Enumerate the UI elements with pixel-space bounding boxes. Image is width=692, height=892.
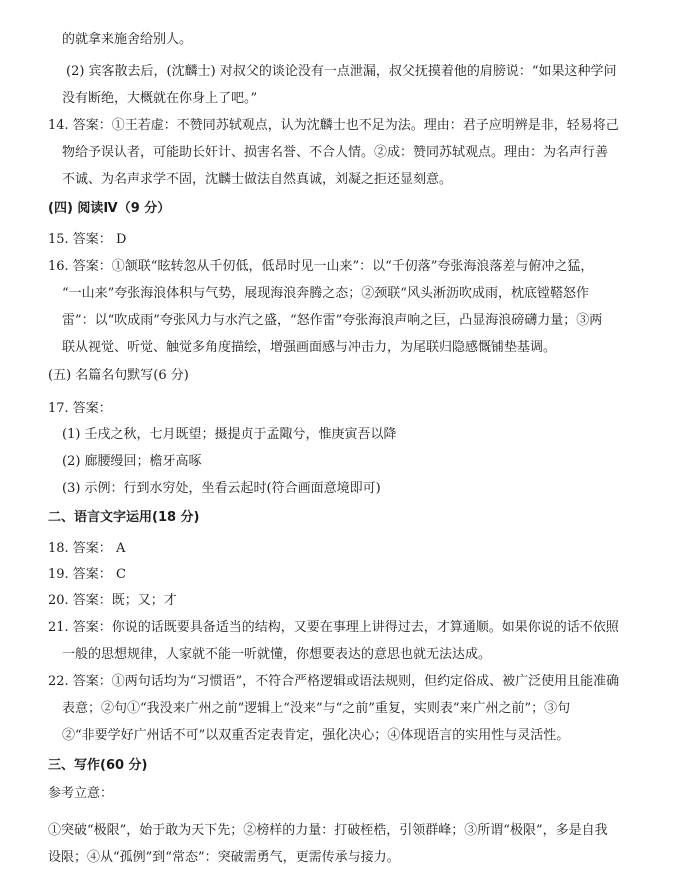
- q20-answer-line: 20. 答案：既；又；才: [48, 593, 177, 608]
- text-line: (2) 宾客散去后，(沈麟士) 对叔父的谈论没有一点泄漏，叔父抚摸着他的肩膀说：“如果这种学问: [66, 64, 617, 79]
- q19-answer-line: 19. 答案： C: [48, 567, 126, 582]
- text-line: 的就拿来施舍给别人。: [62, 32, 193, 47]
- q22-answer-line: 22. 答案：①两句话均为“习惯语”，不符合严格逻辑或语法规则，但约定俗成、被广泛使用且能准确: [48, 674, 620, 689]
- q18-answer-line: 18. 答案： A: [48, 541, 126, 556]
- text-line: 表意；②句①“我没来广州之前”逻辑上“没来”与“之前”重复，实则表“来广州之前”；③句: [62, 701, 571, 716]
- text-line: ①突破“极限”，始于敢为天下先；②榜样的力量：打破桎梏，引领群峰；③所谓“极限”，多是自我: [48, 823, 608, 838]
- text-line: 雷”：以“吹成雨”夸张风力与水汽之盛，“怒作雷”夸张海浪声响之巨，凸显海浪磅礴力量；③两: [62, 313, 603, 328]
- q16-answer-line: 16. 答案：①颔联“眩转忽从千仞低，低昂时见一山来”：以“千仞落”夸张海浪落差与俯冲之猛，: [48, 259, 594, 274]
- text-line: (1) 壬戌之秋，七月既望；摄提贞于孟陬兮，惟庚寅吾以降: [62, 427, 397, 442]
- q17-answer-line: 17. 答案：: [48, 401, 112, 416]
- q21-answer-line: 21. 答案：你说的话既要具备适当的结构，又要在事理上讲得过去，才算通顺。如果你说的话不依照: [48, 620, 619, 635]
- section-heading: (五) 名篇名句默写(6 分): [48, 368, 189, 383]
- section-heading: (四) 阅读Ⅳ（9 分）: [48, 201, 171, 216]
- section-heading: 三、写作(60 分): [48, 758, 148, 773]
- text-line: 一般的思想规律，人家就不能一听就懂，你想要表达的意思也就无法达成。: [62, 647, 492, 662]
- text-line: 不诚、为名声求学不固，沈麟士做法自然真诚，刘凝之拒还显刻意。: [62, 172, 453, 187]
- text-line: “一山来”夸张海浪体积与气势，展现海浪奔腾之态；②颈联“风头淅沥吹成雨，枕底镗鞳怒作: [62, 286, 589, 301]
- text-line: 联从视觉、听觉、触觉多角度描绘，增强画面感与冲击力，为尾联归隐感慨铺垫基调。: [62, 340, 557, 355]
- q15-answer-line: 15. 答案： D: [48, 232, 127, 247]
- text-line: 没有断绝，大概就在你身上了吧。”: [62, 91, 258, 106]
- text-line: (2) 廊腰缦回；檐牙高啄: [62, 454, 202, 469]
- text-line: 参考立意：: [48, 786, 114, 801]
- text-line: 设限；④从“孤例”到“常态”：突破需勇气，更需传承与接力。: [48, 850, 400, 865]
- text-line: ②“非要学好广州话不可”以双重否定表肯定，强化决心；④体现语言的实用性与灵活性。: [62, 728, 570, 743]
- text-line: (3) 示例：行到水穷处，坐看云起时(符合画面意境即可): [62, 481, 381, 496]
- text-line: 物给予误认者，可能助长奸计、损害名誉、不合人情。②成：赞同苏轼观点。理由：为名声行善: [62, 145, 609, 160]
- section-heading: 二、语言文字运用(18 分): [48, 510, 200, 525]
- q14-answer-line: 14. 答案：①王若虚：不赞同苏轼观点，认为沈麟士也不足为法。理由：君子应明辨是非，轻易将己: [48, 118, 619, 133]
